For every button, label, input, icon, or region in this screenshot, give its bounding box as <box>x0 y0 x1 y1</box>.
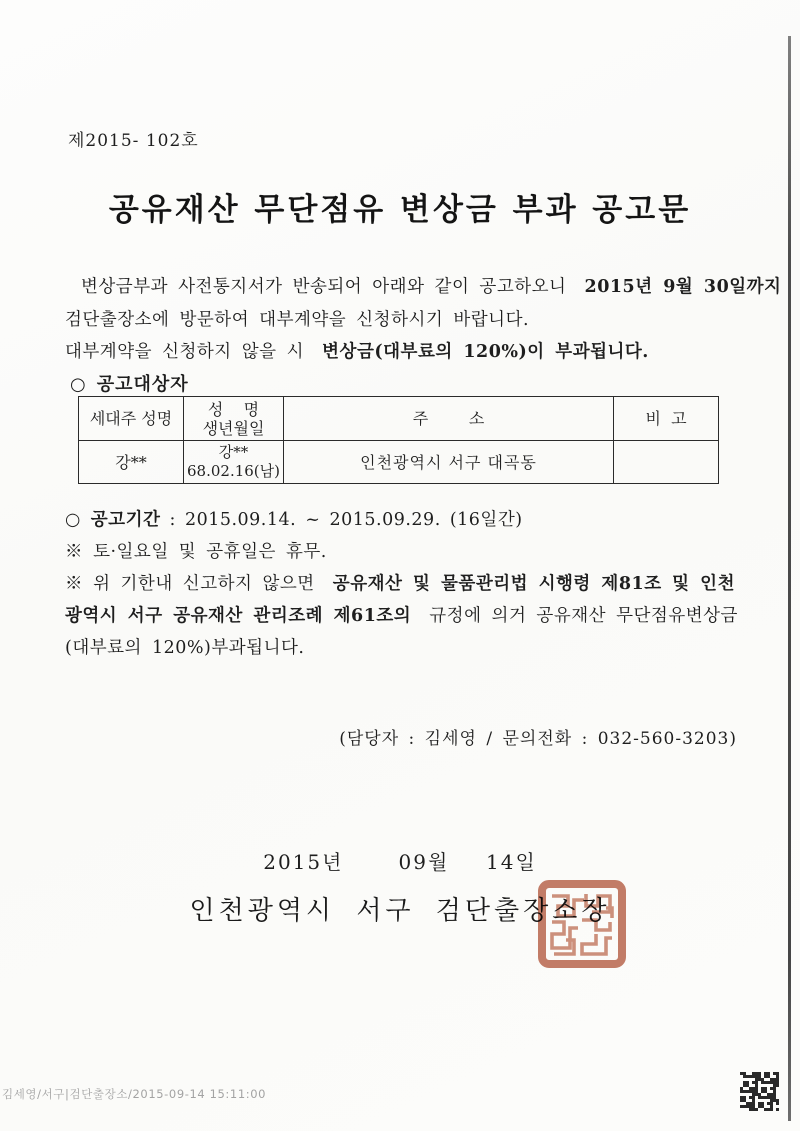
scan-edge-artifact <box>788 36 791 1121</box>
intro-line3-text: 대부계약을 신청하지 않을 시 <box>65 342 305 362</box>
intro-line3-penalty: 변상금(대부료의 120%)이 부과됩니다. <box>322 342 649 362</box>
intro-line-3 <box>65 338 740 363</box>
period-value: : 2015.09.14. ~ 2015.09.29. (16일간) <box>169 510 523 530</box>
page-title: 공유재산 무단점유 변상금 부과 공고문 <box>108 192 692 228</box>
contact-info: (담당자 : 김세영 / 문의전화 : 032-560-3203) <box>339 729 737 749</box>
period-heading: 공고기간 <box>90 510 161 530</box>
intro-line1-deadline: 2015년 9월 30일까지 <box>584 277 782 297</box>
notice-date: 2015년 09월 14일 <box>263 850 537 874</box>
qr-code <box>740 1072 779 1111</box>
print-footer-text: 김세영/서구|검단출장소/2015-09-14 15:11:00 <box>2 1087 267 1101</box>
note2-line2-law: 광역시 서구 공유재산 관리조례 제61조의 <box>65 606 412 626</box>
header-remark: 비 고 <box>614 397 719 441</box>
note-law-line-1 <box>65 570 735 595</box>
target-section-heading <box>70 370 189 396</box>
header-household-name: 세대주 성명 <box>79 397 184 441</box>
note-law-line-3: (대부료의 120%)부과됩니다. <box>65 638 305 658</box>
notice-target-table <box>78 396 719 484</box>
header-address: 주 소 <box>284 397 614 441</box>
header-name-birth <box>184 397 284 441</box>
document-number: 제2015- 102호 <box>68 131 199 151</box>
header-birth-line: 생년월일 <box>202 418 265 438</box>
cell-address: 인천광역시 서구 대곡동 <box>284 441 614 484</box>
circle-bullet-icon: ○ <box>65 510 81 530</box>
table-data-row <box>79 441 719 484</box>
signer-title: 인천광역시 서구 검단출장소장 <box>189 896 611 926</box>
intro-line1-text: 변상금부과 사전통지서가 반송되어 아래와 같이 공고하오니 <box>81 277 567 297</box>
cell-name: 강** <box>218 443 249 461</box>
intro-line-2: 검단출장소에 방문하여 대부계약을 신청하시기 바랍니다. <box>65 310 530 330</box>
note2-line2-text: 규정에 의거 공유재산 무단점유변상금 <box>429 606 738 626</box>
cell-household-name: 강** <box>79 441 184 484</box>
cell-name-birth <box>184 441 284 484</box>
note2-line1-text: ※ 위 기한내 신고하지 않으면 <box>65 574 315 594</box>
note-law-line-2 <box>65 602 738 627</box>
header-name-line: 성 명 <box>207 399 260 419</box>
target-heading-label: 공고대상자 <box>96 374 189 395</box>
note-holiday: ※ 토·일요일 및 공휴일은 휴무. <box>65 542 327 562</box>
cell-remark <box>614 441 719 484</box>
official-seal-stamp <box>536 878 628 970</box>
circle-bullet-icon: ○ <box>70 374 87 395</box>
note2-line1-law: 공유재산 및 물품관리법 시행령 제81조 및 인천 <box>332 574 735 594</box>
table-header-row <box>79 397 719 441</box>
period-line <box>65 506 523 531</box>
cell-birth: 68.02.16(남) <box>187 462 280 480</box>
intro-line-1 <box>65 273 782 298</box>
